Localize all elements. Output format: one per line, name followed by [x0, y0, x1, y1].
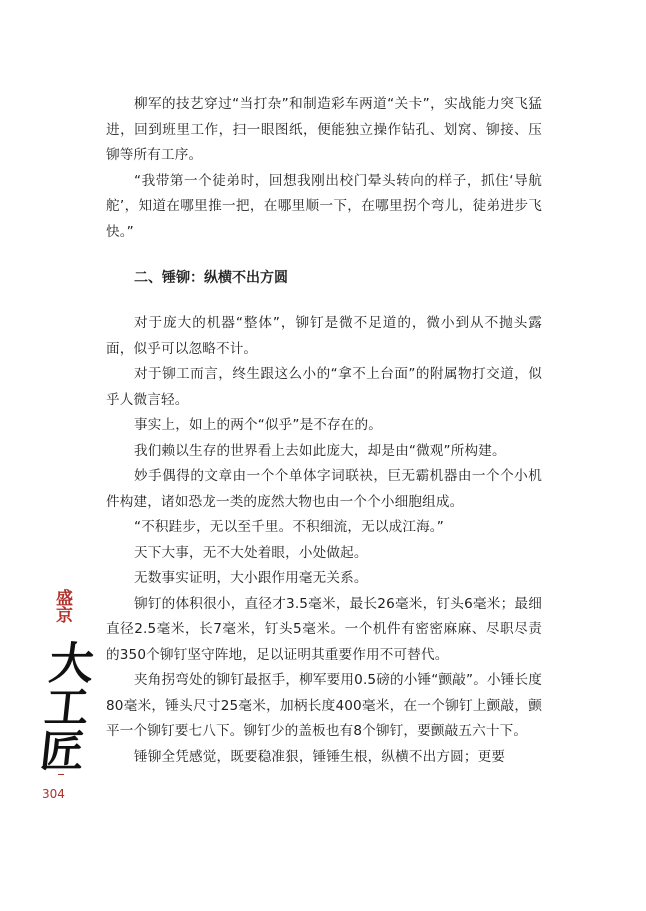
page-number-dash [58, 774, 64, 775]
side-brand-logo [30, 583, 94, 778]
page-number: 304 [42, 787, 65, 801]
brand-calligraphy: 大工匠 [30, 639, 95, 772]
paragraph: 夹角拐弯处的铆钉最抠手，柳军要用0.5磅的小锤“颤敲”。小锤长度80毫米，锤头尺寸25毫米，加柄长度400毫米，在一个铆钉上颤敲，颤平一个铆钉要七八下。铆钉少的盖板也有8个铆钉，要颤敲五六十下。 [106, 672, 542, 739]
paragraph: 锤铆全凭感觉，既要稳准狠，锤锤生根，纵横不出方圆；更要 [134, 748, 506, 765]
book-page-body [106, 92, 542, 770]
paragraph: 柳军的技艺穿过“当打杂”和制造彩车两道“关卡”，实战能力突飞猛进，回到班里工作，扫一眼图纸，便能独立操作钻孔、划窝、铆接、压铆等所有工序。 [106, 96, 542, 163]
paragraph: 无数事实证明，大小跟作用毫无关系。 [134, 570, 368, 586]
paragraph: 对于铆工而言，终生跟这么小的“拿不上台面”的附属物打交道，似乎人微言轻。 [106, 366, 542, 408]
paragraph: 我们赖以生存的世界看上去如此庞大，却是由“微观”所构建。 [134, 442, 506, 459]
paragraph: 天下大事，无不大处着眼，小处做起。 [134, 544, 368, 561]
brand-small-text: 盛京 [52, 589, 72, 623]
section-heading: 二、锤铆：纵横不出方圆 [134, 270, 288, 286]
paragraph: 妙手偶得的文章由一个个单体字词联袂，巨无霸机器由一个个小机件构建，诸如恐龙一类的庞然大物也由一个个小细胞组成。 [106, 468, 542, 510]
paragraph: 事实上，如上的两个“似乎”是不存在的。 [134, 417, 383, 433]
paragraph: 对于庞大的机器“整体”，铆钉是微不足道的，微小到从不抛头露面，似乎可以忽略不计。 [106, 315, 542, 357]
paragraph: “不积跬步，无以至千里。不积细流，无以成江海。” [134, 519, 444, 535]
paragraph: 铆钉的体积很小，直径才3.5毫米，最长26毫米，钉头6毫米；最细直径2.5毫米，长7毫米，钉头5毫米。一个机件有密密麻麻、尽职尽责的350个铆钉坚守阵地，足以证明其重要作用不可替代。 [106, 595, 542, 663]
paragraph: “我带第一个徒弟时，回想我刚出校门晕头转向的样子，抓住‘导航舵’，知道在哪里推一把，在哪里顺一下，在哪里拐个弯儿，徒弟进步飞快。” [106, 172, 542, 240]
